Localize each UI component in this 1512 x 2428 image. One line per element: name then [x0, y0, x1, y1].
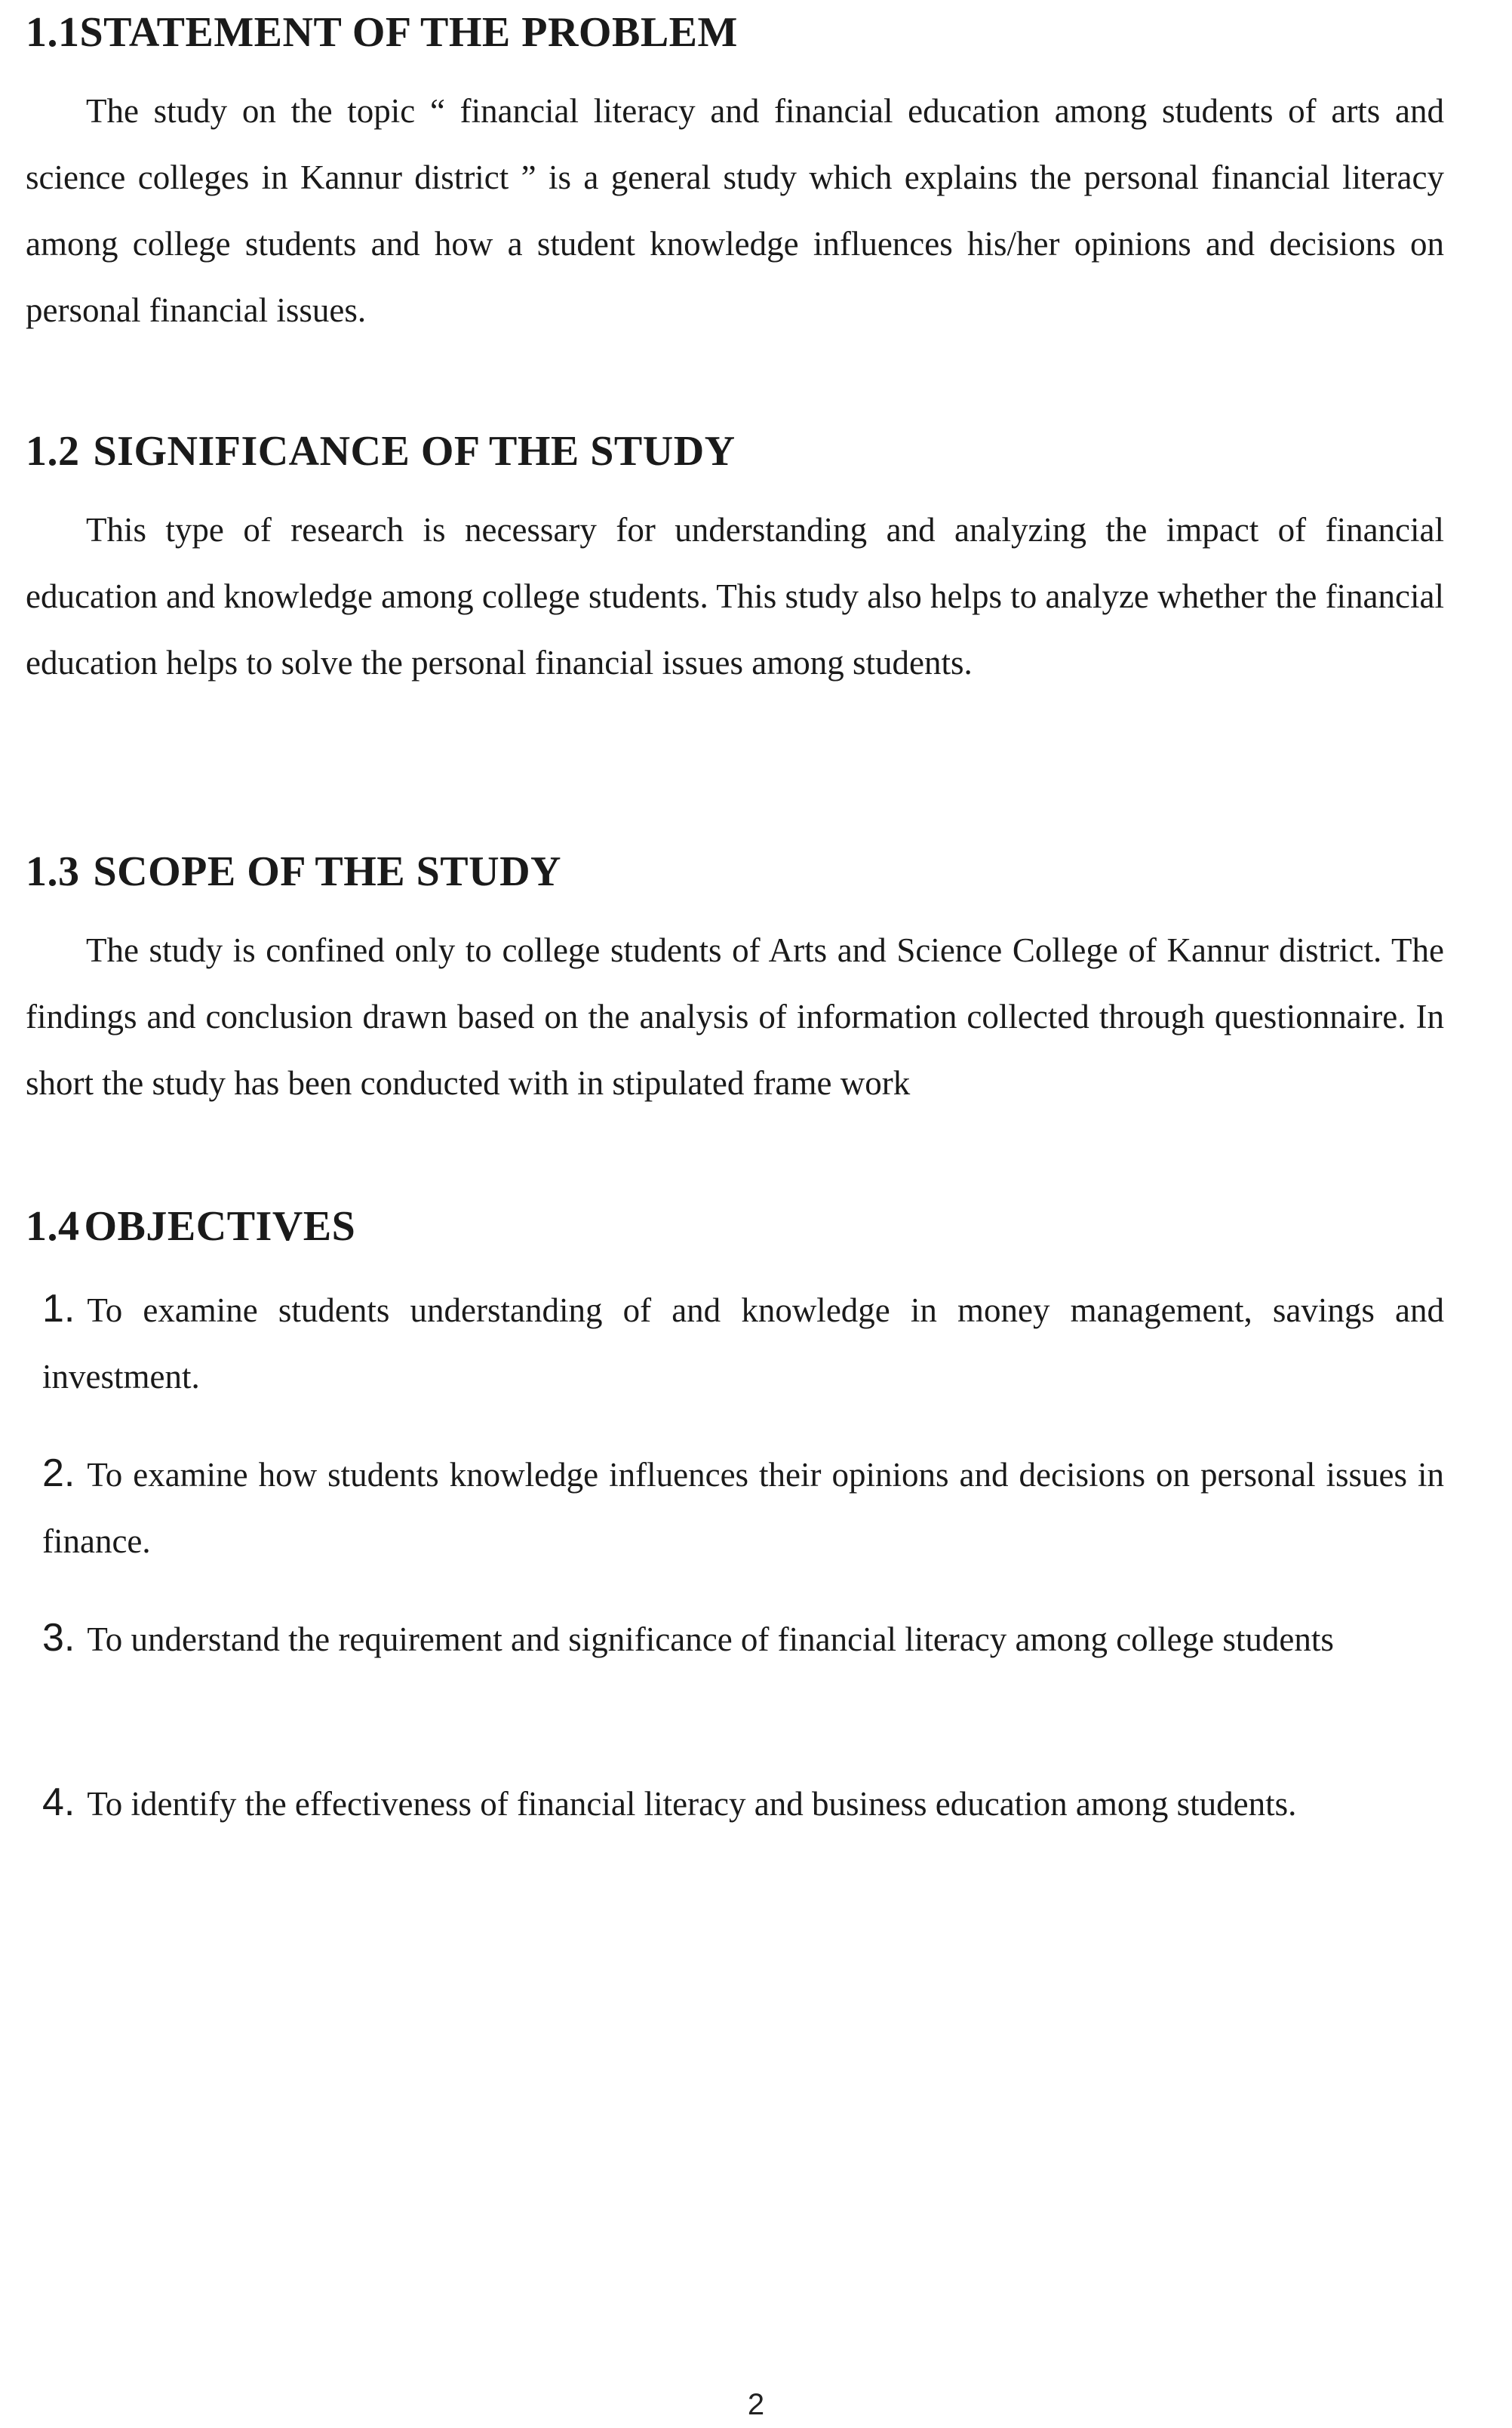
section-title: STATEMENT OF THE PROBLEM — [79, 9, 738, 56]
section-number: 1.4 — [26, 1203, 80, 1250]
section-number: 1.2 — [26, 428, 80, 475]
objective-item — [42, 1769, 1444, 1837]
section-body: The study on the topic “ financial literacy and financial education among students of arts and science colleges in Kannur district ” is a general study which explains the personal financial literacy among college students and how a student knowledge influences his/her opinions and decisions on personal financial issues. — [26, 92, 1444, 329]
objective-item — [42, 1605, 1444, 1673]
section-heading — [26, 425, 1444, 478]
objective-number: 4. — [42, 1780, 75, 1824]
page-number: 2 — [747, 2388, 765, 2421]
section-significance — [26, 425, 1444, 696]
objective-text: To understand the requirement and significance of financial literacy among college students — [87, 1620, 1334, 1658]
section-number: 1.1 — [26, 9, 80, 56]
objective-item — [42, 1440, 1444, 1574]
objective-item — [42, 1276, 1444, 1410]
section-title: SCOPE OF THE STUDY — [93, 848, 561, 895]
section-heading — [26, 1200, 1444, 1253]
section-heading — [26, 6, 1444, 59]
section-statement-of-problem — [26, 6, 1444, 343]
section-scope — [26, 845, 1444, 1116]
section-title: SIGNIFICANCE OF THE STUDY — [93, 428, 736, 475]
objective-number: 2. — [42, 1451, 75, 1495]
section-heading — [26, 845, 1444, 898]
objective-text: To identify the effectiveness of financial literacy and business education among students. — [87, 1785, 1297, 1823]
section-body: The study is confined only to college students of Arts and Science College of Kannur district. The findings and conclusion drawn based on the analysis of information collected through questionnaire. In short the study has been conducted with in stipulated frame work — [26, 931, 1444, 1102]
objective-text: To examine how students knowledge influences their opinions and decisions on personal issues in finance. — [42, 1456, 1444, 1560]
objective-number: 3. — [42, 1616, 75, 1660]
objective-text: To examine students understanding of and knowledge in money management, savings and investment. — [42, 1291, 1444, 1396]
section-body: This type of research is necessary for understanding and analyzing the impact of financial education and knowledge among college students. This study also helps to analyze whether the financial education helps to solve the personal financial issues among students. — [26, 511, 1444, 682]
section-objectives — [26, 1200, 1444, 1253]
section-title: OBJECTIVES — [84, 1203, 356, 1250]
objective-number: 1. — [42, 1287, 75, 1331]
section-number: 1.3 — [26, 848, 80, 895]
